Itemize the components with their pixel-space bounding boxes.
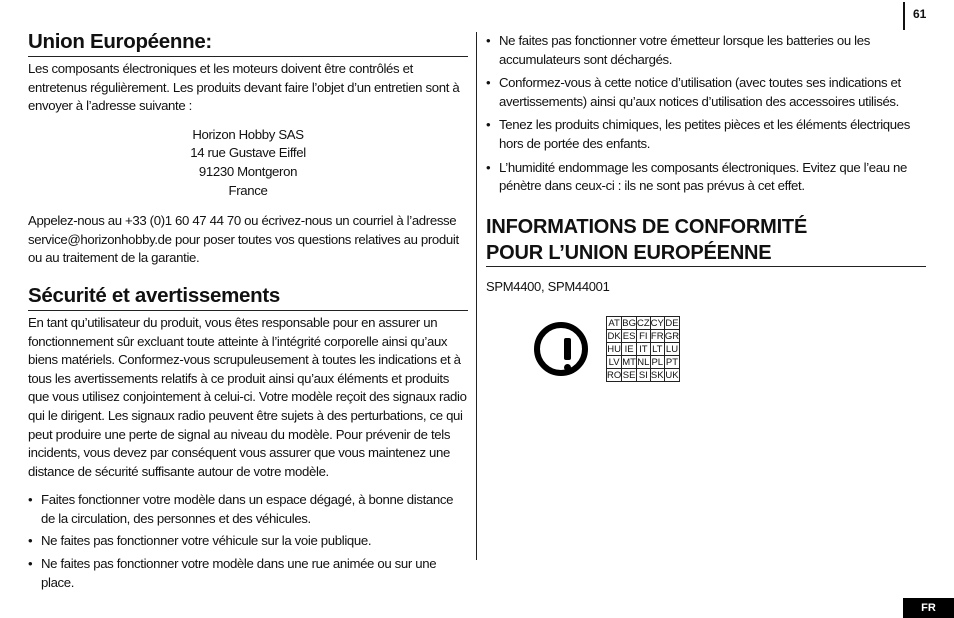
list-item-text: Conformez-vous à cette notice d’utilisation (avec toutes ses indications et avertissements) ainsi qu’aux notices d’utilisation des accessoires utilisés. — [499, 75, 901, 109]
safety-heading: Sécurité et avertissements — [28, 284, 468, 311]
country-code: SI — [636, 369, 650, 382]
country-table — [606, 316, 680, 382]
country-code: MT — [622, 356, 636, 368]
list-item-text: Faites fonctionner votre modèle dans un espace dégagé, à bonne distance de la circulation, des personnes et des véhicules. — [41, 492, 454, 526]
safety-list-left — [28, 491, 468, 592]
bullet: • — [28, 533, 33, 549]
list-item — [486, 74, 926, 111]
country-row — [607, 343, 680, 356]
bullet: • — [486, 117, 491, 133]
country-code: CZ — [636, 317, 650, 329]
country-code: CY — [650, 317, 664, 329]
country-code: GR — [664, 330, 680, 342]
column-divider — [476, 32, 477, 560]
list-item-text: Ne faites pas fonctionner votre émetteur lorsque les batteries ou les accumulateurs sont déchargés. — [499, 33, 870, 67]
union-intro: Les composants électroniques et les moteurs doivent être contrôlés et entretenus régulièrement. Les produits devant faire l’objet d’un entretien sont à envoyer à l’adresse suivante : — [28, 61, 460, 114]
alert-circle-icon — [534, 322, 588, 376]
safety-list-right — [486, 32, 926, 196]
country-code: BG — [622, 317, 636, 329]
address-line: 14 rue Gustave Eiffel — [190, 145, 306, 161]
address-line: Horizon Hobby SAS — [192, 126, 304, 142]
country-code: DE — [665, 317, 679, 329]
country-code: SE — [622, 369, 636, 381]
country-row — [607, 356, 680, 369]
country-code: FR — [650, 330, 664, 342]
address-line: 91230 Montgeron — [198, 163, 298, 179]
country-code: FI — [636, 330, 650, 343]
bullet: • — [28, 492, 33, 508]
country-code: ES — [622, 330, 636, 342]
list-item — [486, 32, 926, 69]
country-code: LV — [607, 356, 622, 369]
country-row — [607, 317, 680, 330]
bullet: • — [28, 556, 33, 572]
list-item — [486, 159, 926, 196]
bullet: • — [486, 75, 491, 91]
list-item-text: L’humidité endommage les composants électroniques. Evitez que l’eau ne pénètre dans ceux-ci : ils ne sont pas prévus à cet effet. — [499, 159, 908, 194]
page-number: 61 — [903, 2, 933, 30]
country-code: UK — [665, 369, 679, 381]
country-code: DK — [607, 330, 621, 342]
language-tab: FR — [903, 598, 954, 618]
list-item — [28, 491, 468, 528]
conformity-heading-line2: POUR L’UNION EUROPÉENNE — [486, 240, 926, 267]
address-line: France — [228, 182, 268, 198]
country-code: LU — [665, 343, 679, 355]
list-item — [486, 116, 926, 153]
right-column — [486, 30, 926, 381]
country-row — [607, 369, 680, 382]
safety-intro: En tant qu’utilisateur du produit, vous êtes responsable pour en assurer un fonctionnement sûr excluant toute atteinte à l’intégrité corporelle ainsi qu’aux biens matériels. Conformez-vous scrupuleusement à toutes les indications et à tous les avertissements relatifs à ce produit ainsi qu’aux éléments et produits que vous utilisez conjointement à celui-ci. Votre modèle reçoit des signaux radio qui le dirigent. Les signaux radio peuvent être sujets à des perturbations, ce qui peut produire une perte de signal au niveau du modèle. Pour prévenir de tels incidents, vous devez par conséquent vous assurer que vous maintenez une distance de sécurité suffisante autour de votre modèle. — [28, 314, 467, 479]
bullet: • — [486, 159, 491, 175]
conformity-heading-line1: INFORMATIONS DE CONFORMITÉ — [486, 215, 808, 238]
list-item-text: Ne faites pas fonctionner votre véhicule sur la voie publique. — [41, 533, 372, 549]
country-code: HU — [607, 343, 621, 355]
country-code: PT — [665, 356, 679, 368]
left-column — [28, 30, 468, 592]
country-code: AT — [608, 317, 620, 329]
model-numbers: SPM4400, SPM44001 — [486, 278, 610, 294]
contact-paragraph: Appelez-nous au +33 (0)1 60 47 44 70 ou écrivez-nous un courriel à l’adresse service@horizonhobby.de pour poser toutes vos questions relatives au produit ou au traitement de la garantie. — [28, 213, 459, 266]
country-code: SK — [650, 369, 664, 381]
list-item — [28, 532, 468, 551]
country-code: IT — [636, 343, 650, 356]
bullet: • — [486, 33, 491, 48]
country-code: RO — [607, 369, 622, 381]
list-item-text: Tenez les produits chimiques, les petites pièces et les éléments électriques hors de portée des enfants. — [499, 117, 911, 151]
conformity-heading — [486, 214, 926, 267]
country-code: NL — [637, 356, 650, 368]
country-row — [607, 330, 680, 343]
union-heading: Union Européenne: — [28, 30, 468, 57]
country-code: IE — [622, 343, 637, 356]
list-item-text: Ne faites pas fonctionner votre modèle dans une rue animée ou sur une place. — [41, 556, 437, 590]
country-code: LT — [652, 343, 663, 355]
country-code: PL — [651, 356, 664, 368]
list-item — [28, 555, 468, 592]
service-address — [28, 126, 468, 200]
